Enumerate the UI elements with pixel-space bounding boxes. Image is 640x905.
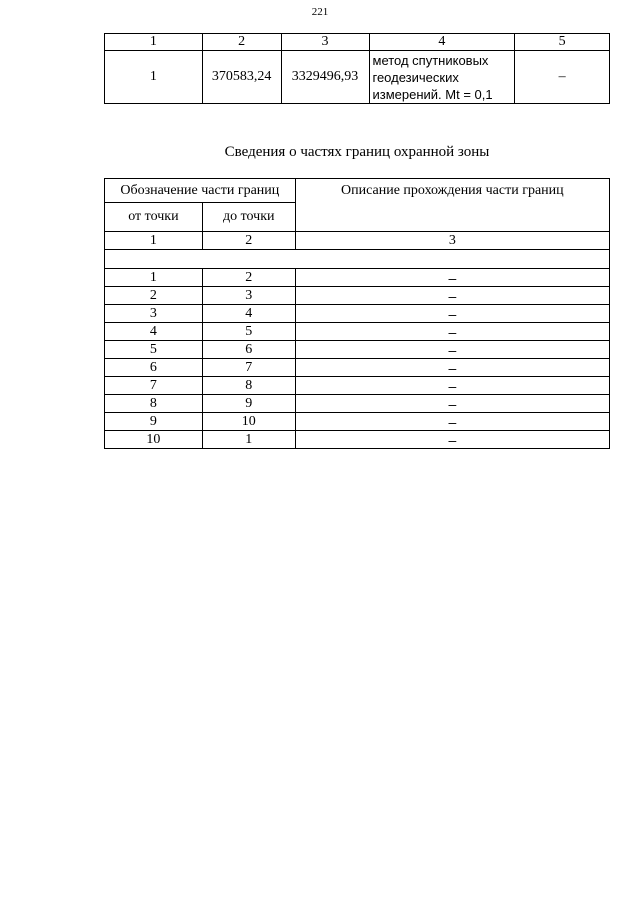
boundary-rows bbox=[105, 269, 610, 449]
to-point-cell: 8 bbox=[202, 377, 295, 395]
table-row bbox=[105, 269, 610, 287]
description-cell: – bbox=[295, 341, 609, 359]
column-number-1: 1 bbox=[105, 34, 203, 51]
table-row bbox=[105, 359, 610, 377]
table-row bbox=[105, 413, 610, 431]
method-line: геодезических bbox=[372, 69, 459, 85]
empty-cell bbox=[105, 250, 610, 269]
method-line: метод спутниковых bbox=[372, 52, 489, 68]
column-number-3: 3 bbox=[281, 34, 369, 51]
from-point-cell: 1 bbox=[105, 269, 203, 287]
table-row bbox=[105, 341, 610, 359]
table-row bbox=[105, 287, 610, 305]
table-row bbox=[105, 395, 610, 413]
description-cell: – bbox=[295, 269, 609, 287]
boundary-column-numbers-row bbox=[105, 232, 610, 250]
to-point-cell: 5 bbox=[202, 323, 295, 341]
to-point-cell: 6 bbox=[202, 341, 295, 359]
to-point-cell: 3 bbox=[202, 287, 295, 305]
from-point-cell: 2 bbox=[105, 287, 203, 305]
to-point-cell: 2 bbox=[202, 269, 295, 287]
column-number-3: 3 bbox=[295, 232, 609, 250]
table-row bbox=[105, 305, 610, 323]
description-cell: – bbox=[295, 323, 609, 341]
point-number: 1 bbox=[105, 51, 203, 104]
boundary-parts-table bbox=[104, 178, 610, 449]
column-5-value: – bbox=[515, 51, 610, 104]
column-number-4: 4 bbox=[369, 34, 515, 51]
from-point-cell: 10 bbox=[105, 431, 203, 449]
table-row bbox=[105, 323, 610, 341]
column-number-5: 5 bbox=[515, 34, 610, 51]
column-number-2: 2 bbox=[202, 34, 281, 51]
coordinate-y: 3329496,93 bbox=[281, 51, 369, 104]
method-line: измерений. Mt = 0,1 bbox=[372, 86, 493, 102]
from-point-cell: 6 bbox=[105, 359, 203, 377]
description-cell: – bbox=[295, 431, 609, 449]
column-number-1: 1 bbox=[105, 232, 203, 250]
from-point-cell: 3 bbox=[105, 305, 203, 323]
from-point-cell: 7 bbox=[105, 377, 203, 395]
to-point-header: до точки bbox=[202, 203, 295, 232]
description-cell: – bbox=[295, 413, 609, 431]
description-cell: – bbox=[295, 395, 609, 413]
table-row bbox=[105, 431, 610, 449]
from-point-cell: 9 bbox=[105, 413, 203, 431]
boundary-header-row bbox=[105, 179, 610, 203]
description-cell: – bbox=[295, 359, 609, 377]
coordinates-row bbox=[105, 51, 610, 104]
boundary-description-header: Описание прохождения части границ bbox=[295, 179, 609, 232]
to-point-cell: 10 bbox=[202, 413, 295, 431]
from-point-header: от точки bbox=[105, 203, 203, 232]
to-point-cell: 7 bbox=[202, 359, 295, 377]
to-point-cell: 9 bbox=[202, 395, 295, 413]
from-point-cell: 8 bbox=[105, 395, 203, 413]
to-point-cell: 1 bbox=[202, 431, 295, 449]
empty-row bbox=[105, 250, 610, 269]
table-row bbox=[105, 377, 610, 395]
to-point-cell: 4 bbox=[202, 305, 295, 323]
coordinates-table bbox=[104, 33, 610, 104]
coordinates-header-row bbox=[105, 34, 610, 51]
determination-method bbox=[369, 51, 515, 104]
page-number: 221 bbox=[311, 6, 329, 18]
from-point-cell: 5 bbox=[105, 341, 203, 359]
description-cell: – bbox=[295, 377, 609, 395]
description-cell: – bbox=[295, 287, 609, 305]
section-title: Сведения о частях границ охранной зоны bbox=[224, 144, 490, 160]
boundary-designation-header: Обозначение части границ bbox=[105, 179, 296, 203]
coordinate-x: 370583,24 bbox=[202, 51, 281, 104]
column-number-2: 2 bbox=[202, 232, 295, 250]
description-cell: – bbox=[295, 305, 609, 323]
from-point-cell: 4 bbox=[105, 323, 203, 341]
